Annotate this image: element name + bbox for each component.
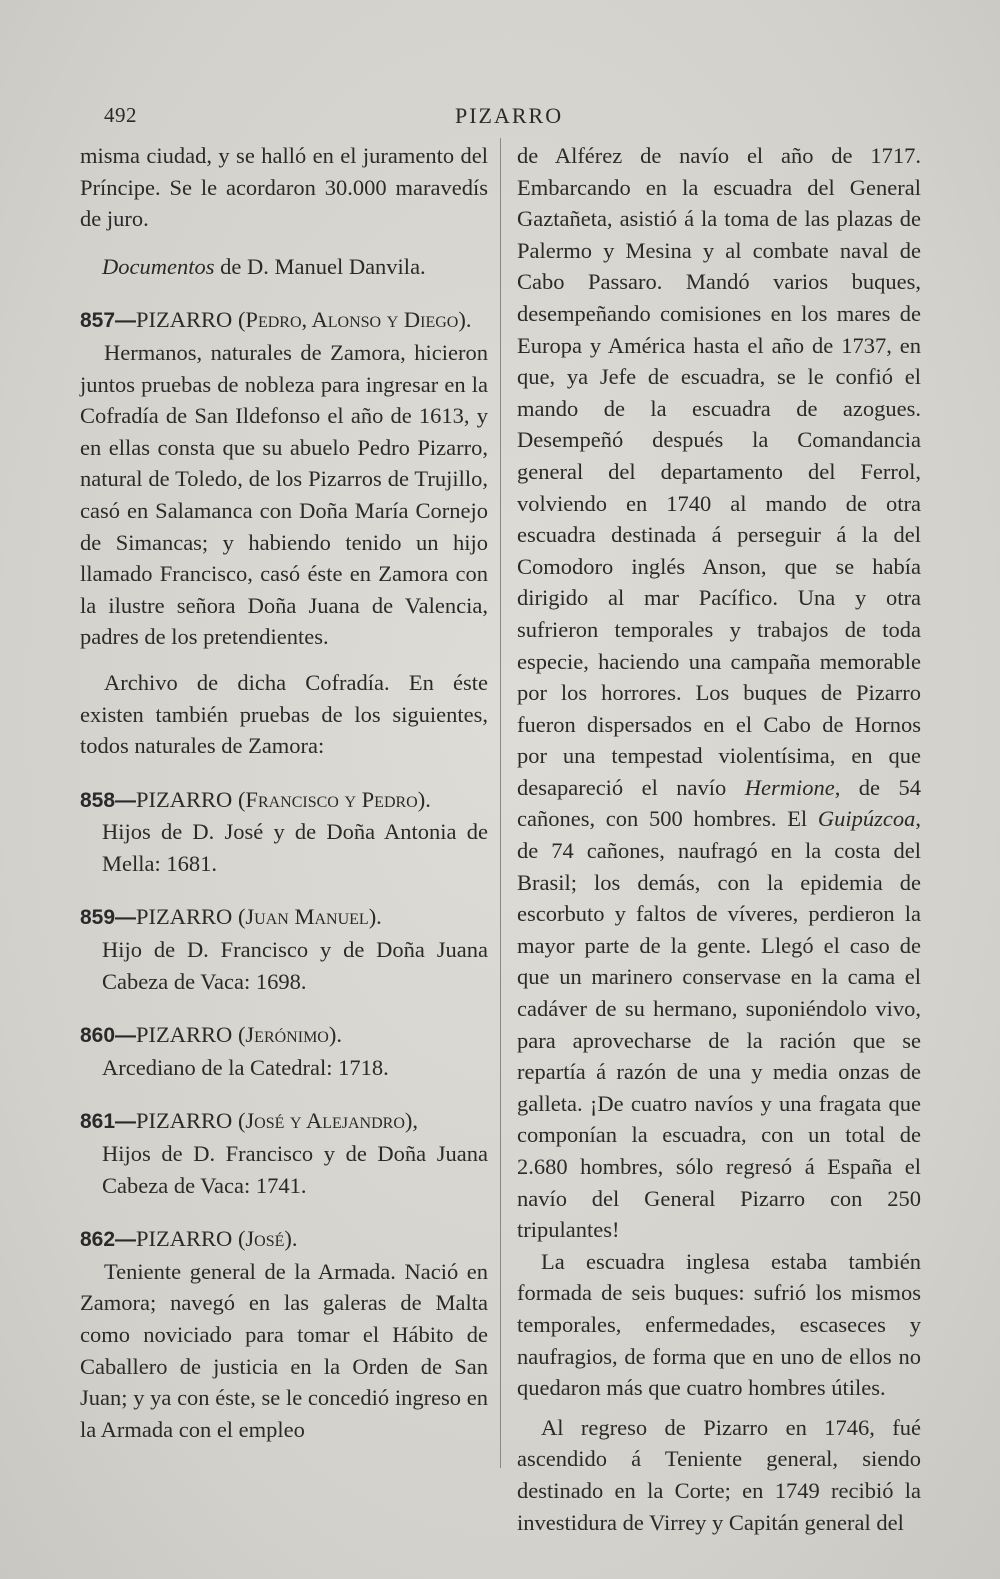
entry-surname: PIZARRO	[136, 904, 233, 930]
page-number: 492	[104, 103, 137, 127]
page-header	[0, 103, 1000, 133]
running-head: PIZARRO	[455, 103, 564, 128]
entry-862	[80, 1223, 488, 1445]
text-run: de Alférez de navío el año de 1717. Embarcando en la escuadra del General Gaztañeta, asistió á la toma de las plazas de Palermo y Mesina y al combate naval de Cabo Passaro. Mandó varios buques, desempeñando comisiones en los mares de Europa y América hasta el año de 1737, en que, ya Jefe de escuadra, se le confió el mando de la escuadra de azogues. Desempeñó después la Comandancia general del departamento del Ferrol, volviendo en 1740 al mando de otra escuadra destinada á perseguir á la del Comodoro inglés Anson, que se había dirigido al mar Pacífico. Una y otra sufrieron temporales y trabajos de toda especie, haciendo una campaña memorable por los horrores. Los buques de Pizarro fueron dispersados en el Cabo de Hornos por una tempestad violentísima, en que desapareció el navío	[517, 143, 921, 800]
entry-860	[80, 1019, 488, 1083]
archive-note: Archivo de dicha Cofradía. En éste existen también pruebas de los siguientes, todos naturales de Zamora:	[80, 669, 488, 759]
right-column	[517, 140, 921, 1538]
entry-858	[80, 784, 488, 880]
right-paragraph-1	[517, 140, 921, 1246]
entry-857	[80, 304, 488, 653]
entry-surname: PIZARRO	[136, 307, 233, 333]
entry-surname: PIZARRO	[136, 786, 233, 812]
entry-number: 860—	[80, 1024, 137, 1048]
entry-858-body: Hijos de D. José y de Doña Antonia de Mella: 1681.	[102, 819, 488, 876]
right-paragraph-2: La escuadra inglesa estaba también formada de seis buques: sufrió los mismos temporales, enfermedades, escaseces y naufragios, de forma que en uno de ellos no quedaron más que cuatro hombres útiles.	[517, 1248, 921, 1401]
source-line	[80, 251, 488, 283]
entry-number: 857—	[80, 309, 137, 333]
entry-862-body: Teniente general de la Armada. Nació en Zamora; navegó en las galeras de Malta como noviciado para tomar el Hábito de Caballero de justicia en la Orden de San Juan; y ya con éste, se le concedió ingreso en la Armada con el empleo	[80, 1258, 488, 1442]
entry-857-body: Hermanos, naturales de Zamora, hicieron juntos pruebas de nobleza para ingresar en la Cofradía de San Ildefonso el año de 1613, y en ellas consta que su abuelo Pedro Pizarro, natural de Toledo, de los Pizarros de Trujillo, casó en Salamanca con Doña María Cornejo de Simancas; y habiendo tenido un hijo llamado Francisco, casó éste en Zamora con la ilustre señora Doña Juana de Valencia, padres de los pretendientes.	[80, 339, 488, 650]
entry-861-heading	[80, 1105, 488, 1138]
entry-given-names: (José y Alejandro),	[237, 1108, 419, 1134]
entry-860-body: Arcediano de la Catedral: 1718.	[102, 1054, 389, 1080]
left-column	[80, 140, 488, 1445]
source-rest: de D. Manuel Danvila.	[214, 253, 426, 279]
entry-859-heading	[80, 901, 488, 934]
entry-number: 859—	[80, 906, 137, 930]
entry-862-heading	[80, 1223, 488, 1256]
ship-name: Guipúzcoa	[817, 806, 916, 832]
entry-given-names: (Jerónimo).	[237, 1022, 342, 1048]
ship-name: Hermione	[744, 774, 835, 800]
entry-number: 862—	[80, 1228, 137, 1252]
text-run: , de 54 cañones, con 500 hombres. El	[517, 774, 921, 832]
entry-number: 858—	[80, 788, 137, 812]
entry-857-heading	[80, 304, 488, 337]
entry-surname: PIZARRO	[136, 1108, 233, 1134]
text-run: , de 74 cañones, naufragó en la costa del Brasil; los demás, con la epidemia de escorbuto y faltos de víveres, perdieron la mayor parte de la gente. Llegó el caso de que un marinero conservase en la cama el cadáver de su hermano, suponiéndolo vivo, para aprovecharse de la ración que se repartía á razón de una y media onzas de galleta. ¡De cuatro navíos y una fragata que componían la escuadra, con un total de 2.680 hombres, sólo regresó á España el navío del General Pizarro con 250 tripulantes!	[517, 806, 921, 1243]
entry-surname: PIZARRO	[136, 1022, 233, 1048]
entry-859-body: Hijo de D. Francisco y de Doña Juana Cabeza de Vaca: 1698.	[102, 937, 488, 994]
entry-861	[80, 1105, 488, 1201]
intro-paragraph: misma ciudad, y se halló en el juramento del Príncipe. Se le acordaron 30.000 maravedís de juro.	[80, 143, 488, 232]
column-divider	[500, 138, 501, 1468]
entry-given-names: (Francisco y Pedro).	[237, 786, 431, 812]
right-paragraph-3: Al regreso de Pizarro en 1746, fué ascendido á Teniente general, siendo destinado en la Corte; en 1749 recibió la investidura de Virrey y Capitán general del	[517, 1414, 921, 1535]
entry-number: 861—	[80, 1110, 137, 1134]
entry-given-names: (Pedro, Alonso y Diego).	[237, 307, 472, 333]
entry-given-names: (Juan Manuel).	[237, 904, 382, 930]
entry-861-body: Hijos de D. Francisco y de Doña Juana Cabeza de Vaca: 1741.	[102, 1141, 488, 1198]
entry-859	[80, 901, 488, 997]
entry-858-heading	[80, 784, 488, 817]
entry-860-heading	[80, 1019, 488, 1052]
source-italic: Documentos	[102, 253, 215, 279]
entry-surname: PIZARRO	[136, 1226, 233, 1252]
entry-given-names: (José).	[237, 1226, 298, 1252]
